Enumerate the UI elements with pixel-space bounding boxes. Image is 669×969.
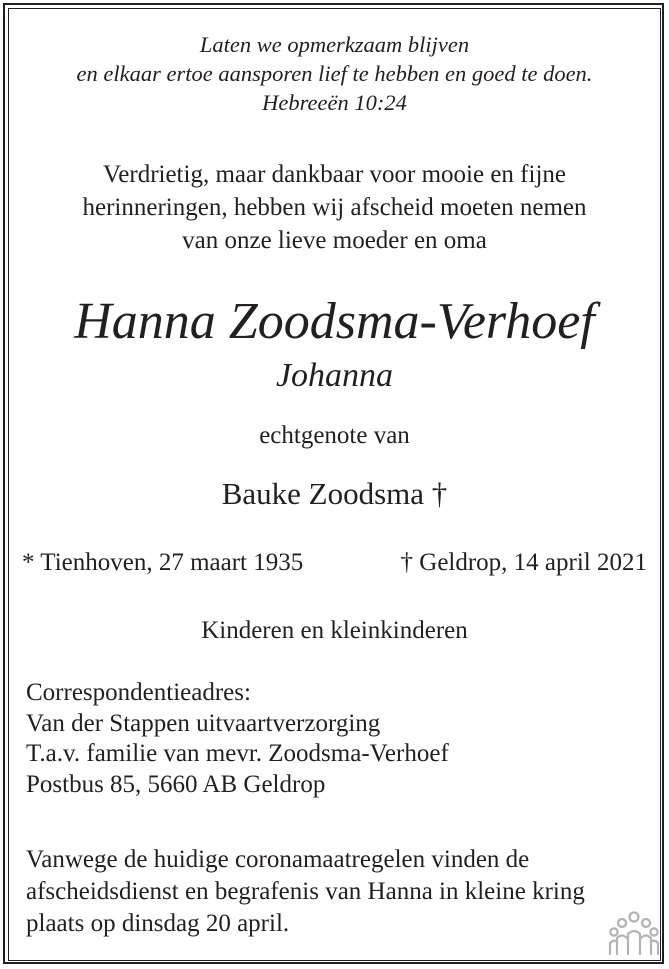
spouse-name: Bauke Zoodsma † [221,476,448,511]
deceased-first-name: Johanna [275,357,394,394]
deceased-name: Hanna Zoodsma-Verhoef [74,293,595,350]
verse-line-2: en elkaar ertoe aansporen lief te hebben en goed te doen. [76,61,593,86]
bible-verse [0,30,669,117]
family-signature: Kinderen en kleinkinderen [201,617,468,644]
notice-line-2: afscheidsdienst en begrafenis van Hanna in kleine kring [26,878,585,905]
intro-line-1: Verdrietig, maar dankbaar voor mooie en fijne [102,161,566,188]
notice-line-1: Vanwege de huidige coronamaatregelen vinden de [26,846,530,873]
people-group-icon [608,910,660,956]
death-date: † Geldrop, 14 april 2021 [400,549,647,576]
address-line-2: T.a.v. familie van mevr. Zoodsma-Verhoef [26,740,449,767]
intro-line-2: herinneringen, hebben wij afscheid moeten nemen [82,194,587,221]
notice-line-3: plaats op dinsdag 20 april. [26,910,290,937]
verse-reference: Hebreeën 10:24 [262,90,407,115]
address-line-1: Van der Stappen uitvaartverzorging [26,709,381,737]
spouse-label: echtgenote van [259,422,410,449]
address-line-3: Postbus 85, 5660 AB Geldrop [26,770,326,798]
funeral-notice [26,844,585,940]
correspondence-address [26,678,449,800]
birth-date: * Tienhoven, 27 maart 1935 [22,549,304,576]
verse-line-1: Laten we opmerkzaam blijven [199,32,470,57]
intro-line-3: van onze lieve moeder en oma [182,227,487,254]
address-heading: Correspondentieadres: [26,679,251,706]
intro-text [0,158,669,257]
